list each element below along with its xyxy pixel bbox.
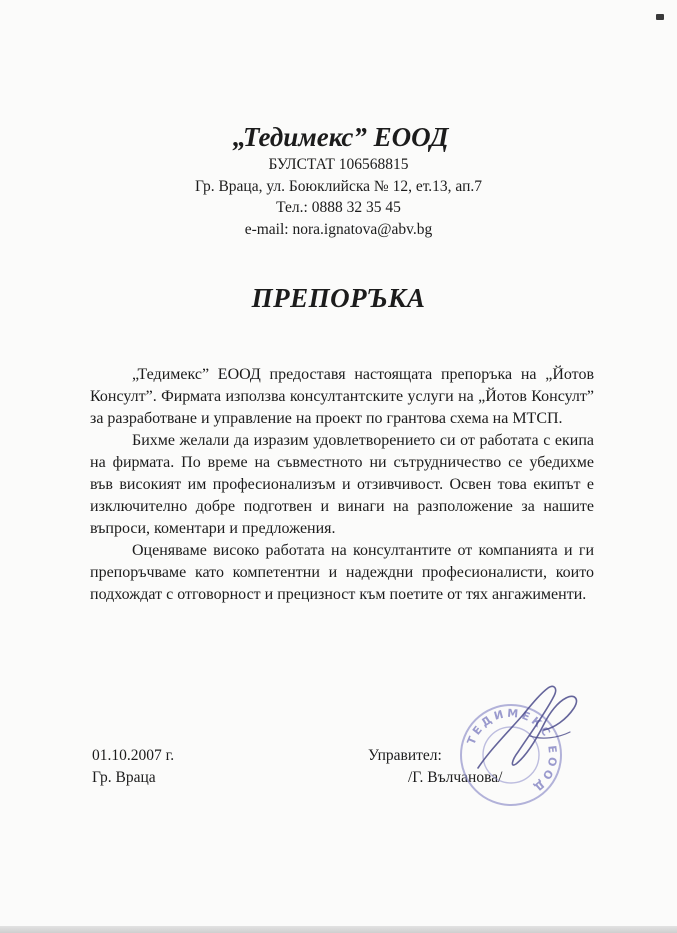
company-name: „Тедимекс” ЕООД — [232, 122, 449, 152]
letterhead — [0, 120, 677, 240]
company-address: Гр. Враца, ул. Боюклийска № 12, ет.13, ап.7 — [194, 177, 483, 195]
handwritten-signature — [470, 680, 590, 790]
paragraph: Бихме желали да изразим удовлетворението си от работата с екипа на фирмата. По време на съвместното ни сътрудничество се убедихме във високият им професионализъм и отзивчивост. Освен това екипът е изключително добре подготвен и винаги на разположение за нашите въпроси, коментари и предложения. — [90, 432, 594, 537]
stamp-text: ТЕДИМЕКС ЕООД — [464, 706, 560, 796]
bulstat: БУЛСТАТ 106568815 — [268, 156, 409, 173]
document-title: ПРЕПОРЪКА — [251, 283, 426, 313]
letter-date: 01.10.2007 г. — [92, 747, 175, 764]
letter-body — [90, 364, 594, 606]
signer-position: Управител: — [368, 747, 442, 764]
company-phone: Тел.: 0888 32 35 45 — [276, 199, 401, 216]
scan-mark — [656, 14, 664, 20]
company-email: e-mail: nora.ignatova@abv.bg — [244, 220, 433, 238]
signer-name: /Г. Вълчанова/ — [408, 769, 503, 786]
paragraph: „Тедимекс” ЕООД предоставя настоящата препоръка на „Йотов Консулт”. Фирмата използва консултантските услуги на „Йотов Консулт” за разработване и управление на проект по грантова схема на МТСП. — [90, 366, 594, 427]
paragraph: Оценяваме високо работата на консултантите от компанията и ги препоръчваме като компетентни и надеждни професионалисти, които подхождат с отговорност и прецизност към поетите от тях ангажименти. — [90, 542, 594, 603]
date-place-block — [92, 745, 174, 789]
letter-city: Гр. Враца — [92, 769, 156, 786]
scan-bottom-edge — [0, 926, 677, 933]
